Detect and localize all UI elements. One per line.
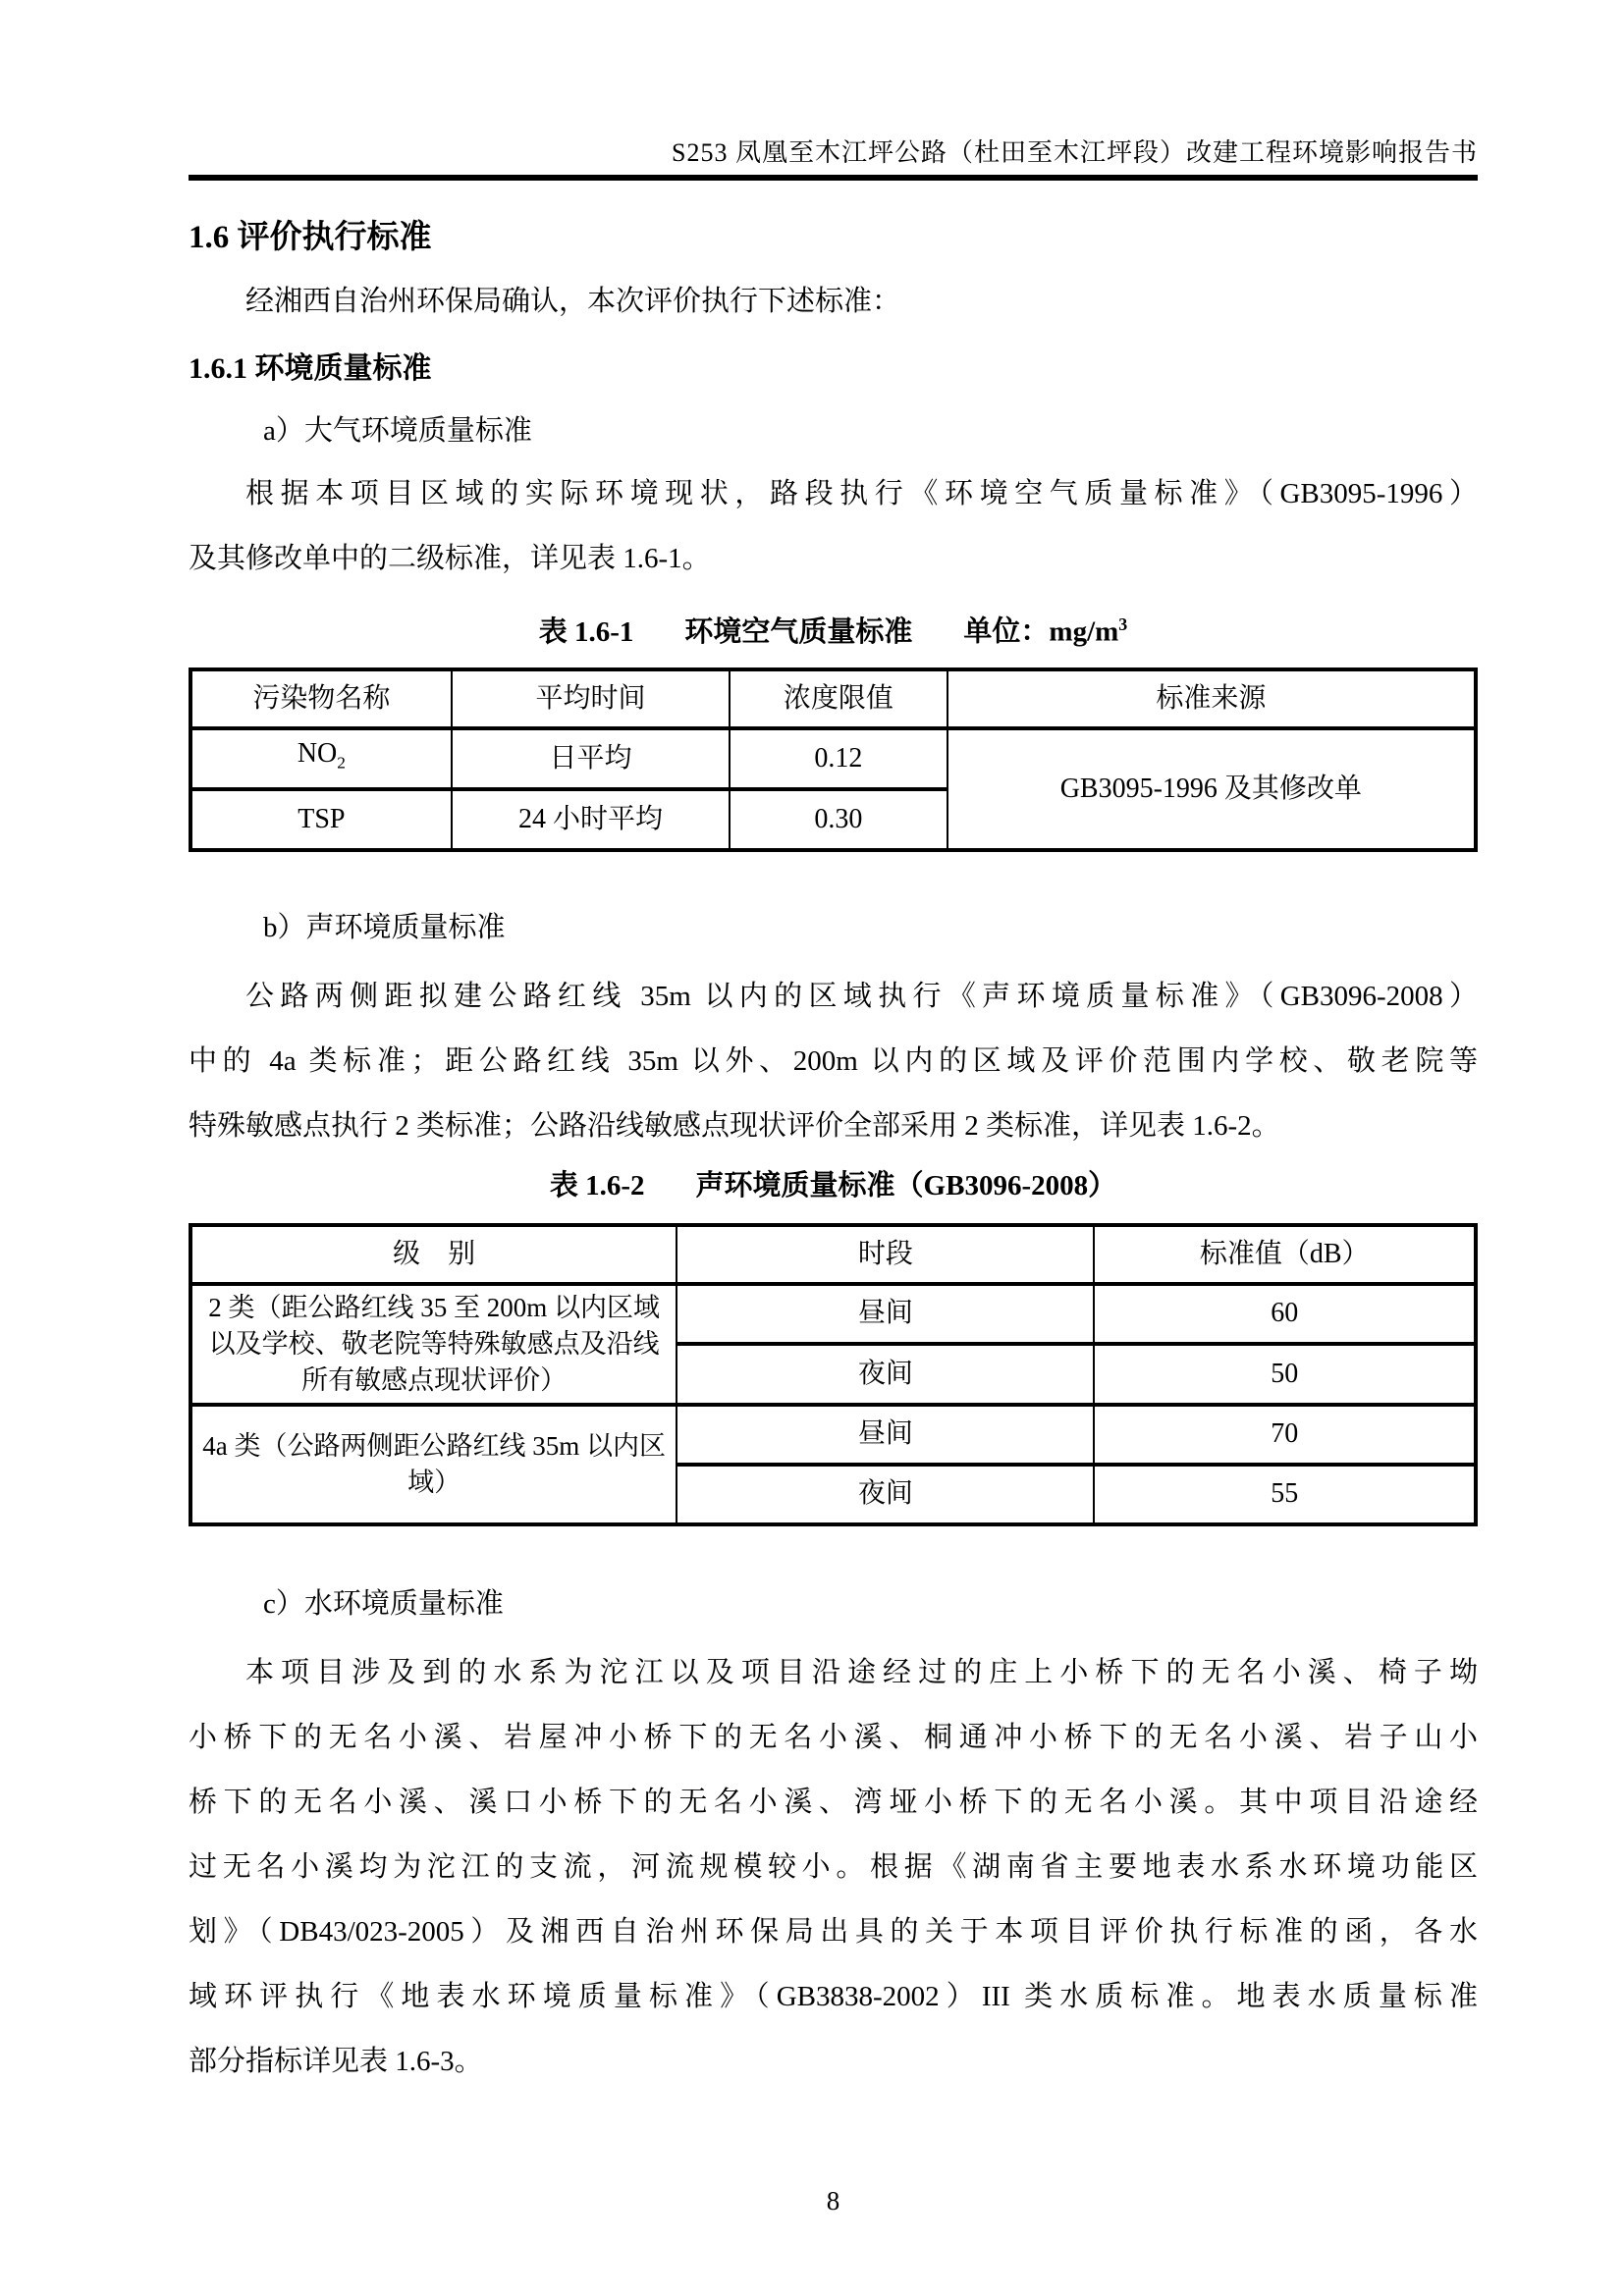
period-cell: 昼间 xyxy=(677,1284,1094,1345)
intro-paragraph: 经湘西自治州环保局确认，本次评价执行下述标准： xyxy=(245,286,901,317)
table-caption-label: 表 1.6-1 xyxy=(538,615,634,648)
period-cell: 夜间 xyxy=(677,1465,1094,1524)
running-header-title: S253 凤凰至木江坪公路（杜田至木江坪段）改建工程环境影响报告书 xyxy=(672,138,1478,167)
class-2-category-cell: 2 类（距公路红线 35 至 200m 以内区域以及学校、敬老院等特殊敏感点及沿线所有敏感点现状评价） xyxy=(190,1284,677,1405)
air-quality-standard-table xyxy=(189,667,1478,852)
paragraph-line: 小桥下的无名小溪、岩屋冲小桥下的无名小溪、桐通冲小桥下的无名小溪、岩子山小 xyxy=(189,1721,1478,1753)
column-header-value: 标准值（dB） xyxy=(1094,1225,1476,1284)
table-caption-title: 环境空气质量标准 xyxy=(684,615,913,648)
paragraph-line: 根据本项目区域的实际环境现状，路段执行《环境空气质量标准》（GB3095-1996） xyxy=(245,478,1478,509)
limit-value-cell: 0.30 xyxy=(730,789,947,850)
limit-value-cell: 0.12 xyxy=(730,728,947,789)
table-header-row xyxy=(190,669,1476,728)
value-cell: 60 xyxy=(1094,1284,1476,1345)
table-caption-title: 声环境质量标准（GB3096-2008） xyxy=(695,1169,1117,1201)
paragraph-line: 桥下的无名小溪、溪口小桥下的无名小溪、湾垭小桥下的无名小溪。其中项目沿途经 xyxy=(189,1786,1478,1818)
paragraph-line: 过无名小溪均为沱江的支流，河流规模较小。根据《湖南省主要地表水系水环境功能区 xyxy=(189,1850,1478,1883)
table-row-class4a-day xyxy=(190,1405,1476,1465)
column-header-averaging-time: 平均时间 xyxy=(452,669,730,728)
paragraph-line: 部分指标详见表 1.6-3。 xyxy=(189,2045,483,2077)
table-1-6-2-caption xyxy=(189,1166,1478,1205)
table-row-class2-day xyxy=(190,1284,1476,1345)
column-header-source: 标准来源 xyxy=(947,669,1476,728)
section-1-6-heading: 1.6 评价执行标准 xyxy=(189,220,432,255)
table-caption-unit xyxy=(963,605,1127,652)
pollutant-formula: NO xyxy=(297,737,338,769)
paragraph-line: 本项目涉及到的水系为沱江以及项目沿途经过的庄上小桥下的无名小溪、椅子坳 xyxy=(245,1656,1478,1688)
column-header-pollutant: 污染物名称 xyxy=(190,669,452,728)
unit-text: 单位：mg/m xyxy=(963,615,1119,648)
averaging-time-cell: 24 小时平均 xyxy=(452,789,730,850)
paragraph-line: 中的 4a 类标准；距公路红线 35m 以外、200m 以内的区域及评价范围内学校、敬老院等 xyxy=(189,1044,1478,1077)
noise-standard-table xyxy=(189,1223,1478,1526)
paragraph-line: 域环评执行《地表水环境质量标准》（GB3838-2002）III 类水质标准。地表水质量标准 xyxy=(189,1980,1478,2012)
paragraph-line: 及其修改单中的二级标准，详见表 1.6-1。 xyxy=(189,543,711,574)
period-cell: 昼间 xyxy=(677,1405,1094,1465)
unit-superscript: 3 xyxy=(1118,614,1128,634)
noise-quality-paragraph xyxy=(189,964,1478,1158)
paragraph-line: 划》（DB43/023-2005）及湘西自治州环保局出具的关于本项目评价执行标准的函，各水 xyxy=(189,1915,1478,1948)
column-header-class: 级 别 xyxy=(190,1225,677,1284)
noise-quality-heading: b）声环境质量标准 xyxy=(263,911,506,943)
column-header-period: 时段 xyxy=(677,1225,1094,1284)
air-quality-paragraph xyxy=(189,461,1478,591)
table-1-6-1-caption xyxy=(189,605,1478,652)
value-cell: 70 xyxy=(1094,1405,1476,1465)
page-content xyxy=(189,0,1478,2217)
header-rule xyxy=(189,175,1478,181)
air-quality-heading: a）大气环境质量标准 xyxy=(263,415,532,447)
class-4a-category-cell: 4a 类（公路两侧距公路红线 35m 以内区域） xyxy=(190,1405,677,1524)
table-row-no2 xyxy=(190,728,1476,789)
table-caption-label: 表 1.6-2 xyxy=(549,1169,645,1201)
section-1-6-1-heading: 1.6.1 环境质量标准 xyxy=(189,352,432,385)
pollutant-formula-subscript: 2 xyxy=(337,753,346,773)
water-quality-heading: c）水环境质量标准 xyxy=(263,1587,504,1620)
paragraph-line: 特殊敏感点执行 2 类标准；公路沿线敏感点现状评价全部采用 2 类标准，详见表 1.6-2。 xyxy=(189,1109,1280,1142)
column-header-limit: 浓度限值 xyxy=(730,669,947,728)
pollutant-name-cell: TSP xyxy=(190,789,452,850)
value-cell: 50 xyxy=(1094,1344,1476,1405)
value-cell: 55 xyxy=(1094,1465,1476,1524)
table-header-row xyxy=(190,1225,1476,1284)
water-quality-paragraph xyxy=(189,1640,1478,2094)
period-cell: 夜间 xyxy=(677,1344,1094,1405)
pollutant-name-cell xyxy=(190,728,452,789)
standard-source-cell: GB3095-1996 及其修改单 xyxy=(947,728,1476,850)
averaging-time-cell: 日平均 xyxy=(452,728,730,789)
page-number: 8 xyxy=(826,2185,840,2216)
paragraph-line: 公路两侧距拟建公路红线 35m 以内的区域执行《声环境质量标准》（GB3096-2008） xyxy=(245,980,1478,1012)
